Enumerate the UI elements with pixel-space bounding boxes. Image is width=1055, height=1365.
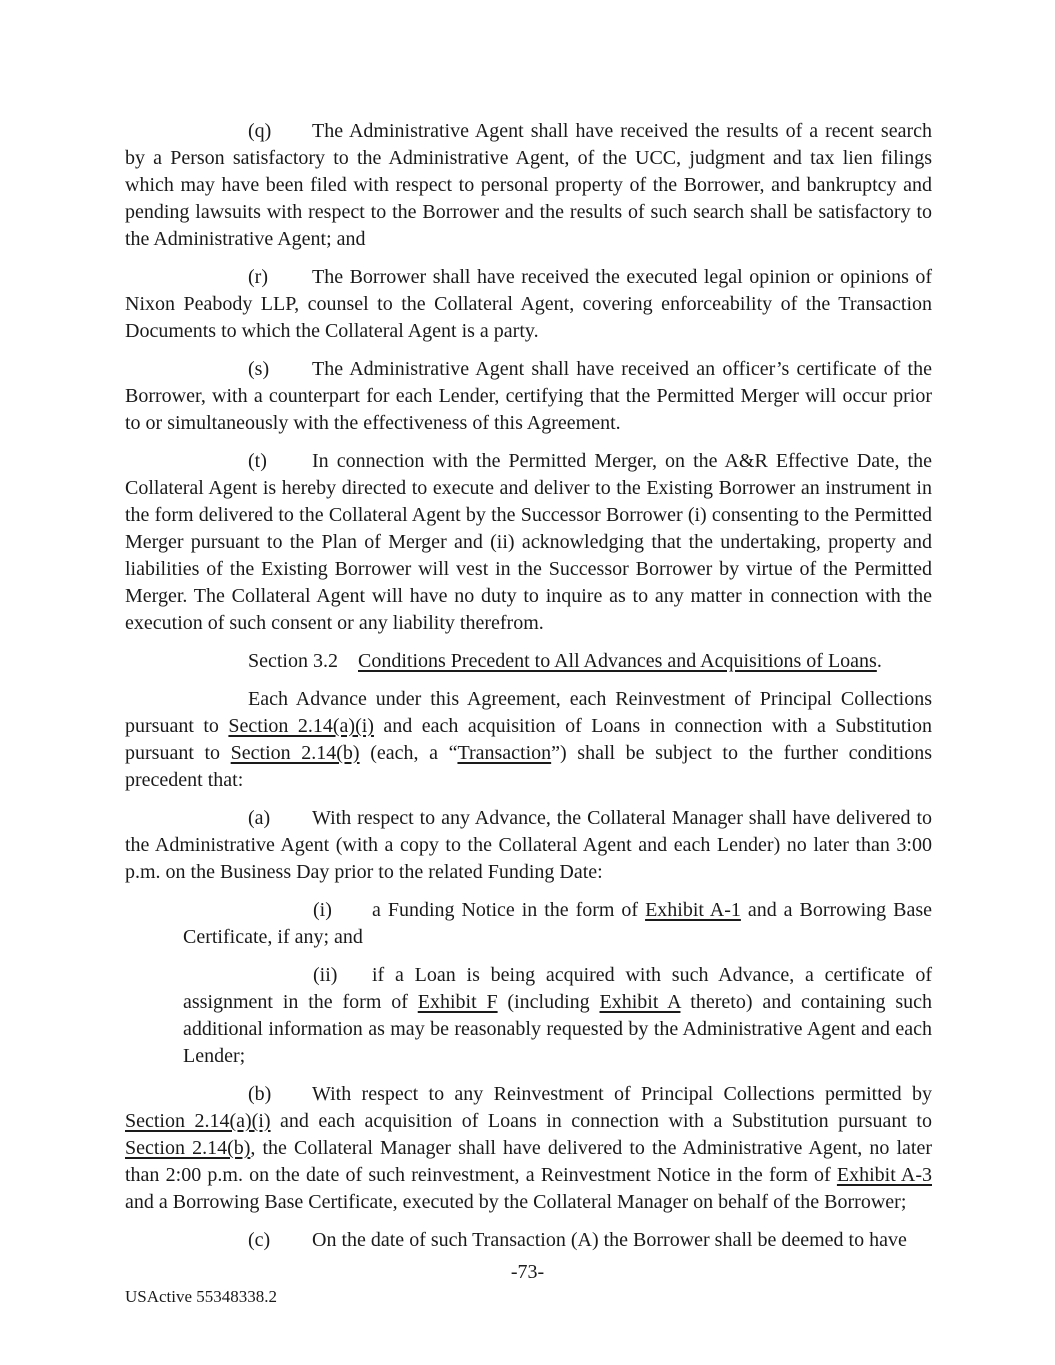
paragraph-label: (q) — [248, 120, 272, 142]
text-run: The Administrative Agent shall have received the results of a recent search by a Person satisfactory to the Administrative Agent, of the UCC, judgment and tax lien filings which may have been filed with respect to personal property of the Borrower, and bankruptcy and pending lawsuits with respect to the Borrower and the results of such search shall be satisfactory to the Administrative Agent; and — [125, 120, 932, 250]
paragraph-intro — [125, 686, 932, 794]
paragraph-t — [125, 448, 932, 637]
text-run: The Borrower shall have received the executed legal opinion or opinions of Nixon Peabody LLP, counsel to the Collateral Agent, covering enforceability of the Transaction Documents to which the Collateral Agent is a party. — [125, 266, 932, 342]
text-run: With respect to any Reinvestment of Principal Collections permitted by — [312, 1083, 932, 1105]
underlined-reference: Exhibit F — [417, 991, 498, 1013]
text-run: and each acquisition of Loans in connection with a Substitution pursuant to — [125, 715, 932, 764]
underlined-reference: Exhibit A-3 — [836, 1164, 932, 1186]
paragraph-label: (c) — [248, 1229, 271, 1251]
text-run: In connection with the Permitted Merger, on the A&R Effective Date, the Collateral Agent is hereby directed to execute and deliver to the Existing Borrower an instrument in the form delivered to the Collateral Agent by the Successor Borrower (i) consenting to the Permitted Merger pursuant to the Plan of Merger and (ii) acknowledging that the undertaking, property and liabilities of the Existing Borrower will vest in the Successor Borrower by virtue of the Permitted Merger. The Collateral Agent will have no duty to inquire as to any matter in connection with the execution of such consent or any liability therefrom. — [125, 450, 932, 634]
footer-doc-id: USActive 55348338.2 — [125, 1287, 278, 1306]
underlined-reference: Section 2.14(a)(i) — [228, 715, 374, 737]
subitem-ii — [183, 962, 932, 1070]
underlined-reference: Section 2.14(b) — [125, 1137, 251, 1159]
section-number: Section 3.2 — [248, 650, 338, 672]
text-run: thereto) and containing such additional information as may be reasonably requested by the Administrative Agent and each Lender; — [183, 991, 932, 1067]
section-3-2-heading — [125, 648, 932, 675]
underlined-reference: Conditions Precedent to All Advances and Acquisitions of Loans — [358, 650, 877, 672]
underlined-reference: Section 2.14(b) — [230, 742, 360, 764]
page-number: -73- — [510, 1261, 545, 1283]
paragraph-s — [125, 356, 932, 437]
text-run: On the date of such Transaction (A) the Borrower shall be deemed to have — [312, 1229, 907, 1251]
underlined-reference: Exhibit A-1 — [645, 899, 741, 921]
subitem-i — [183, 897, 932, 951]
underlined-reference: Exhibit A — [599, 991, 681, 1013]
underlined-reference: Transaction — [457, 742, 552, 764]
text-run: ”) shall be subject to the further conditions precedent that: — [125, 742, 932, 791]
paragraph-label: (ii) — [313, 964, 338, 986]
text-run: (including — [497, 991, 600, 1013]
paragraph-q — [125, 118, 932, 253]
text-run: a Funding Notice in the form of — [372, 899, 646, 921]
paragraph-r — [125, 264, 932, 345]
document-body — [125, 118, 932, 1265]
paragraph-label: (s) — [248, 358, 270, 380]
paragraph-b — [125, 1081, 932, 1216]
paragraph-label: (r) — [248, 266, 268, 288]
text-run: and a Borrowing Base Certificate, executed by the Collateral Manager on behalf of the Borrower; — [125, 1191, 907, 1213]
text-run: With respect to any Advance, the Collateral Manager shall have delivered to the Administrative Agent (with a copy to the Collateral Agent and each Lender) no later than 3:00 p.m. on the Business Day prior to the related Funding Date: — [125, 807, 932, 883]
paragraph-c — [125, 1227, 932, 1254]
text-run: if a Loan is being acquired with such Advance, a certificate of assignment in the form of — [183, 964, 932, 1013]
underlined-reference: Section 2.14(a)(i) — [125, 1110, 271, 1132]
text-run: and each acquisition of Loans in connection with a Substitution pursuant to — [270, 1110, 932, 1132]
text-run: Each Advance under this Agreement, each Reinvestment of Principal Collections pursuant to — [125, 688, 932, 737]
paragraph-label: (a) — [248, 807, 271, 829]
text-run: , the Collateral Manager shall have delivered to the Administrative Agent, no later than 2:00 p.m. on the date of such reinvestment, a Reinvestment Notice in the form of — [125, 1137, 932, 1186]
text-run: The Administrative Agent shall have received an officer’s certificate of the Borrower, with a counterpart for each Lender, certifying that the Permitted Merger will occur prior to or simultaneously with the effectiveness of this Agreement. — [125, 358, 932, 434]
text-run: . — [876, 650, 882, 672]
paragraph-a — [125, 805, 932, 886]
text-run: and a Borrowing Base Certificate, if any; and — [183, 899, 932, 948]
paragraph-label: (t) — [248, 450, 267, 472]
text-run: (each, a “ — [359, 742, 458, 764]
paragraph-label: (b) — [248, 1083, 272, 1105]
paragraph-label: (i) — [313, 899, 332, 921]
